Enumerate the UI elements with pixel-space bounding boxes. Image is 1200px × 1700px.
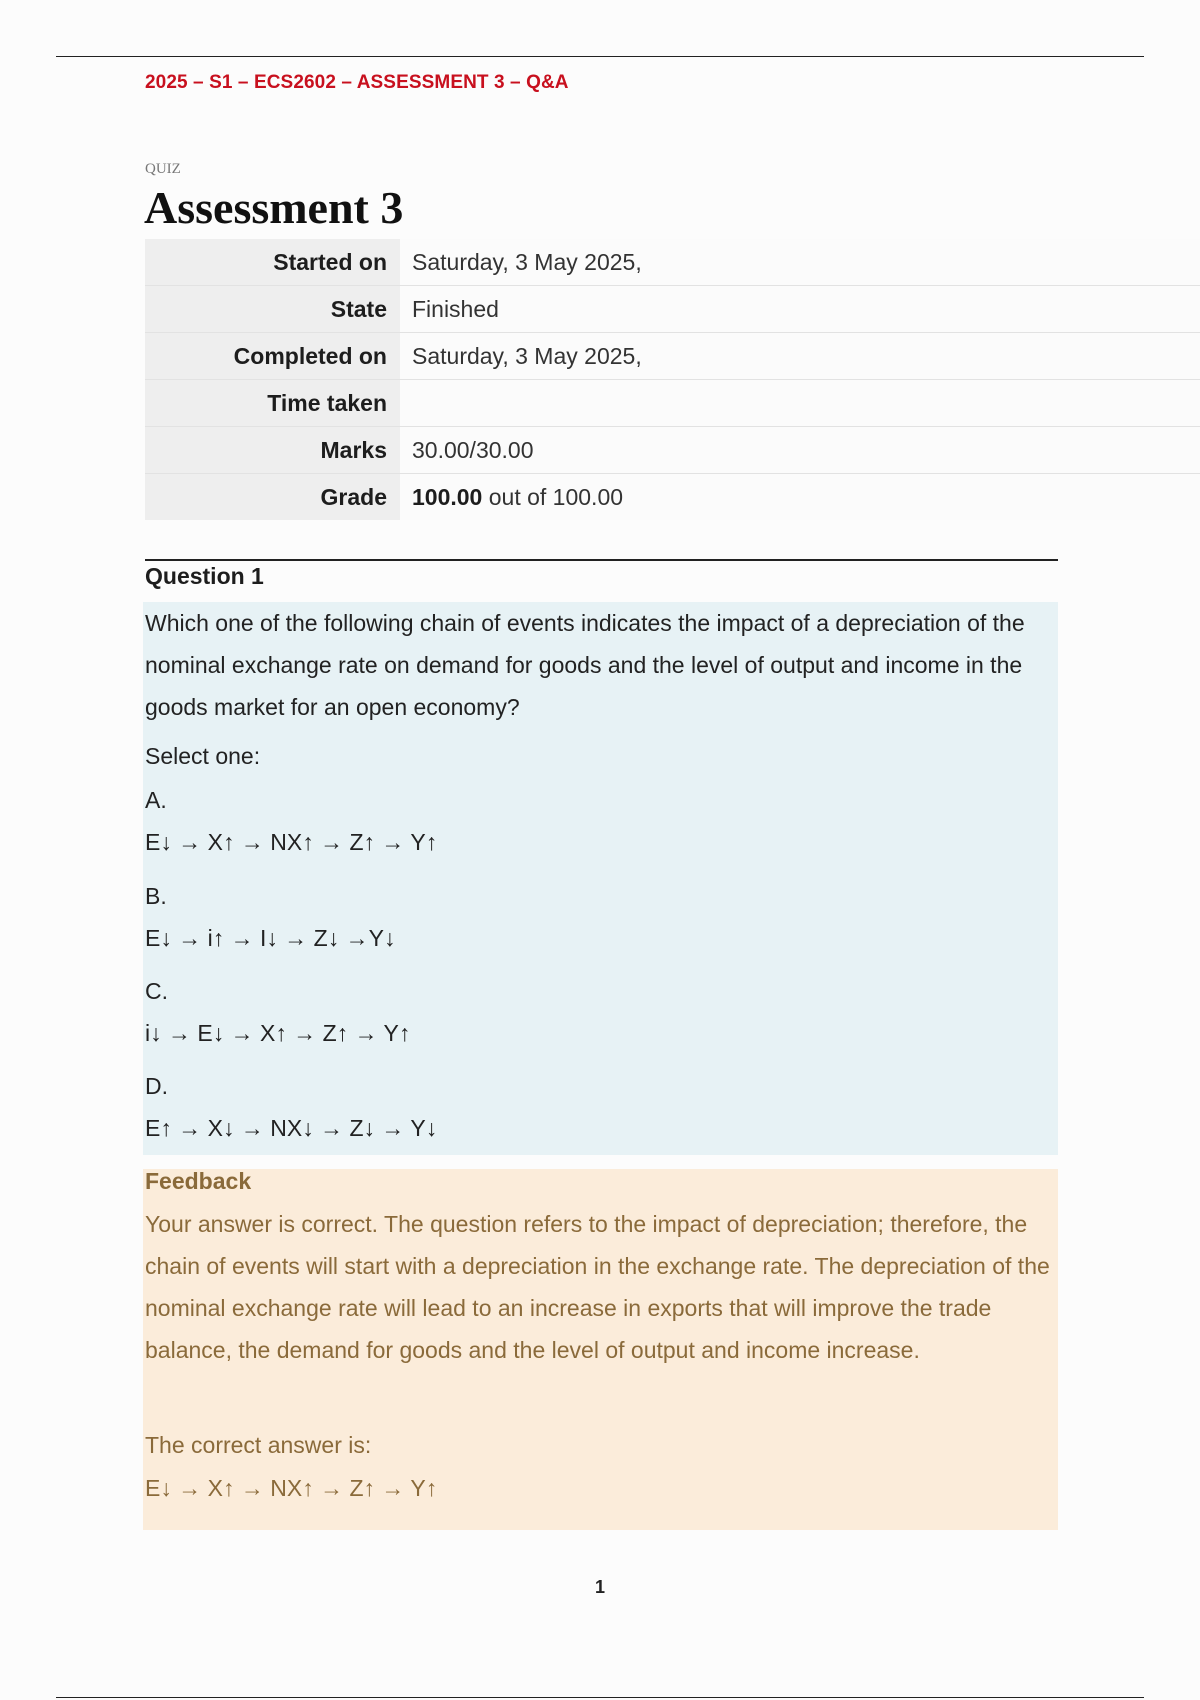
summary-row-state [145,286,1200,333]
summary-row-marks [145,427,1200,474]
page-title: Assessment 3 [144,182,404,233]
summary-row-completed [145,333,1200,380]
select-one-prompt: Select one: [145,743,261,769]
page-number: 1 [594,1577,605,1597]
summary-label: Completed on [145,333,400,380]
top-rule [56,56,1144,57]
question-divider [145,559,1058,561]
question-text: Which one of the following chain of events indicates the impact of a depreciation of the nominal exchange rate on demand for goods and the level of output and income in the goods market for an open economy? [145,610,1025,720]
summary-label: State [145,286,400,333]
document-header: 2025 – S1 – ECS2602 – ASSESSMENT 3 – Q&A [145,72,569,93]
attempt-summary-table [145,239,1200,520]
summary-label: Started on [145,239,400,286]
option-text-a[interactable]: E↓ → X↑ → NX↑ → Z↑ → Y↑ [145,829,438,855]
feedback-text: Your answer is correct. The question refers to the impact of depreciation; therefore, the chain of events will start with a depreciation in the exchange rate. The depreciation of the nominal exchange rate will lead to an increase in exports that will improve the trade balance, the demand for goods and the level of output and income increase. [145,1211,1050,1363]
summary-value: Saturday, 3 May 2025, [400,333,1200,380]
summary-row-grade [145,474,1200,521]
summary-value [400,380,1200,427]
summary-row-started [145,239,1200,286]
correct-answer-label: The correct answer is: [145,1432,372,1458]
summary-label: Marks [145,427,400,474]
option-text-c[interactable]: i↓ → E↓ → X↑ → Z↑ → Y↑ [145,1020,411,1046]
summary-row-time-taken [145,380,1200,427]
option-letter-d[interactable]: D. [145,1073,168,1099]
option-text-d[interactable]: E↑ → X↓ → NX↓ → Z↓ → Y↓ [145,1115,438,1141]
grade-score: 100.00 [412,483,483,510]
summary-value: 30.00/30.00 [400,427,1200,474]
summary-label: Grade [145,474,400,521]
feedback-title: Feedback [145,1168,252,1194]
summary-value: Finished [400,286,1200,333]
quiz-kicker: QUIZ [145,161,181,177]
bottom-rule [56,1697,1144,1698]
correct-answer-text: E↓ → X↑ → NX↑ → Z↑ → Y↑ [145,1475,438,1501]
option-text-b[interactable]: E↓ → i↑ → I↓ → Z↓ →Y↓ [145,925,396,951]
summary-value: Saturday, 3 May 2025, [400,239,1200,286]
option-letter-c[interactable]: C. [145,978,168,1004]
option-letter-b[interactable]: B. [145,883,167,909]
grade-out-of: out of 100.00 [482,483,624,510]
option-letter-a[interactable]: A. [145,787,167,813]
question-title: Question 1 [145,563,264,589]
summary-label: Time taken [145,380,400,427]
summary-value [400,474,1200,521]
